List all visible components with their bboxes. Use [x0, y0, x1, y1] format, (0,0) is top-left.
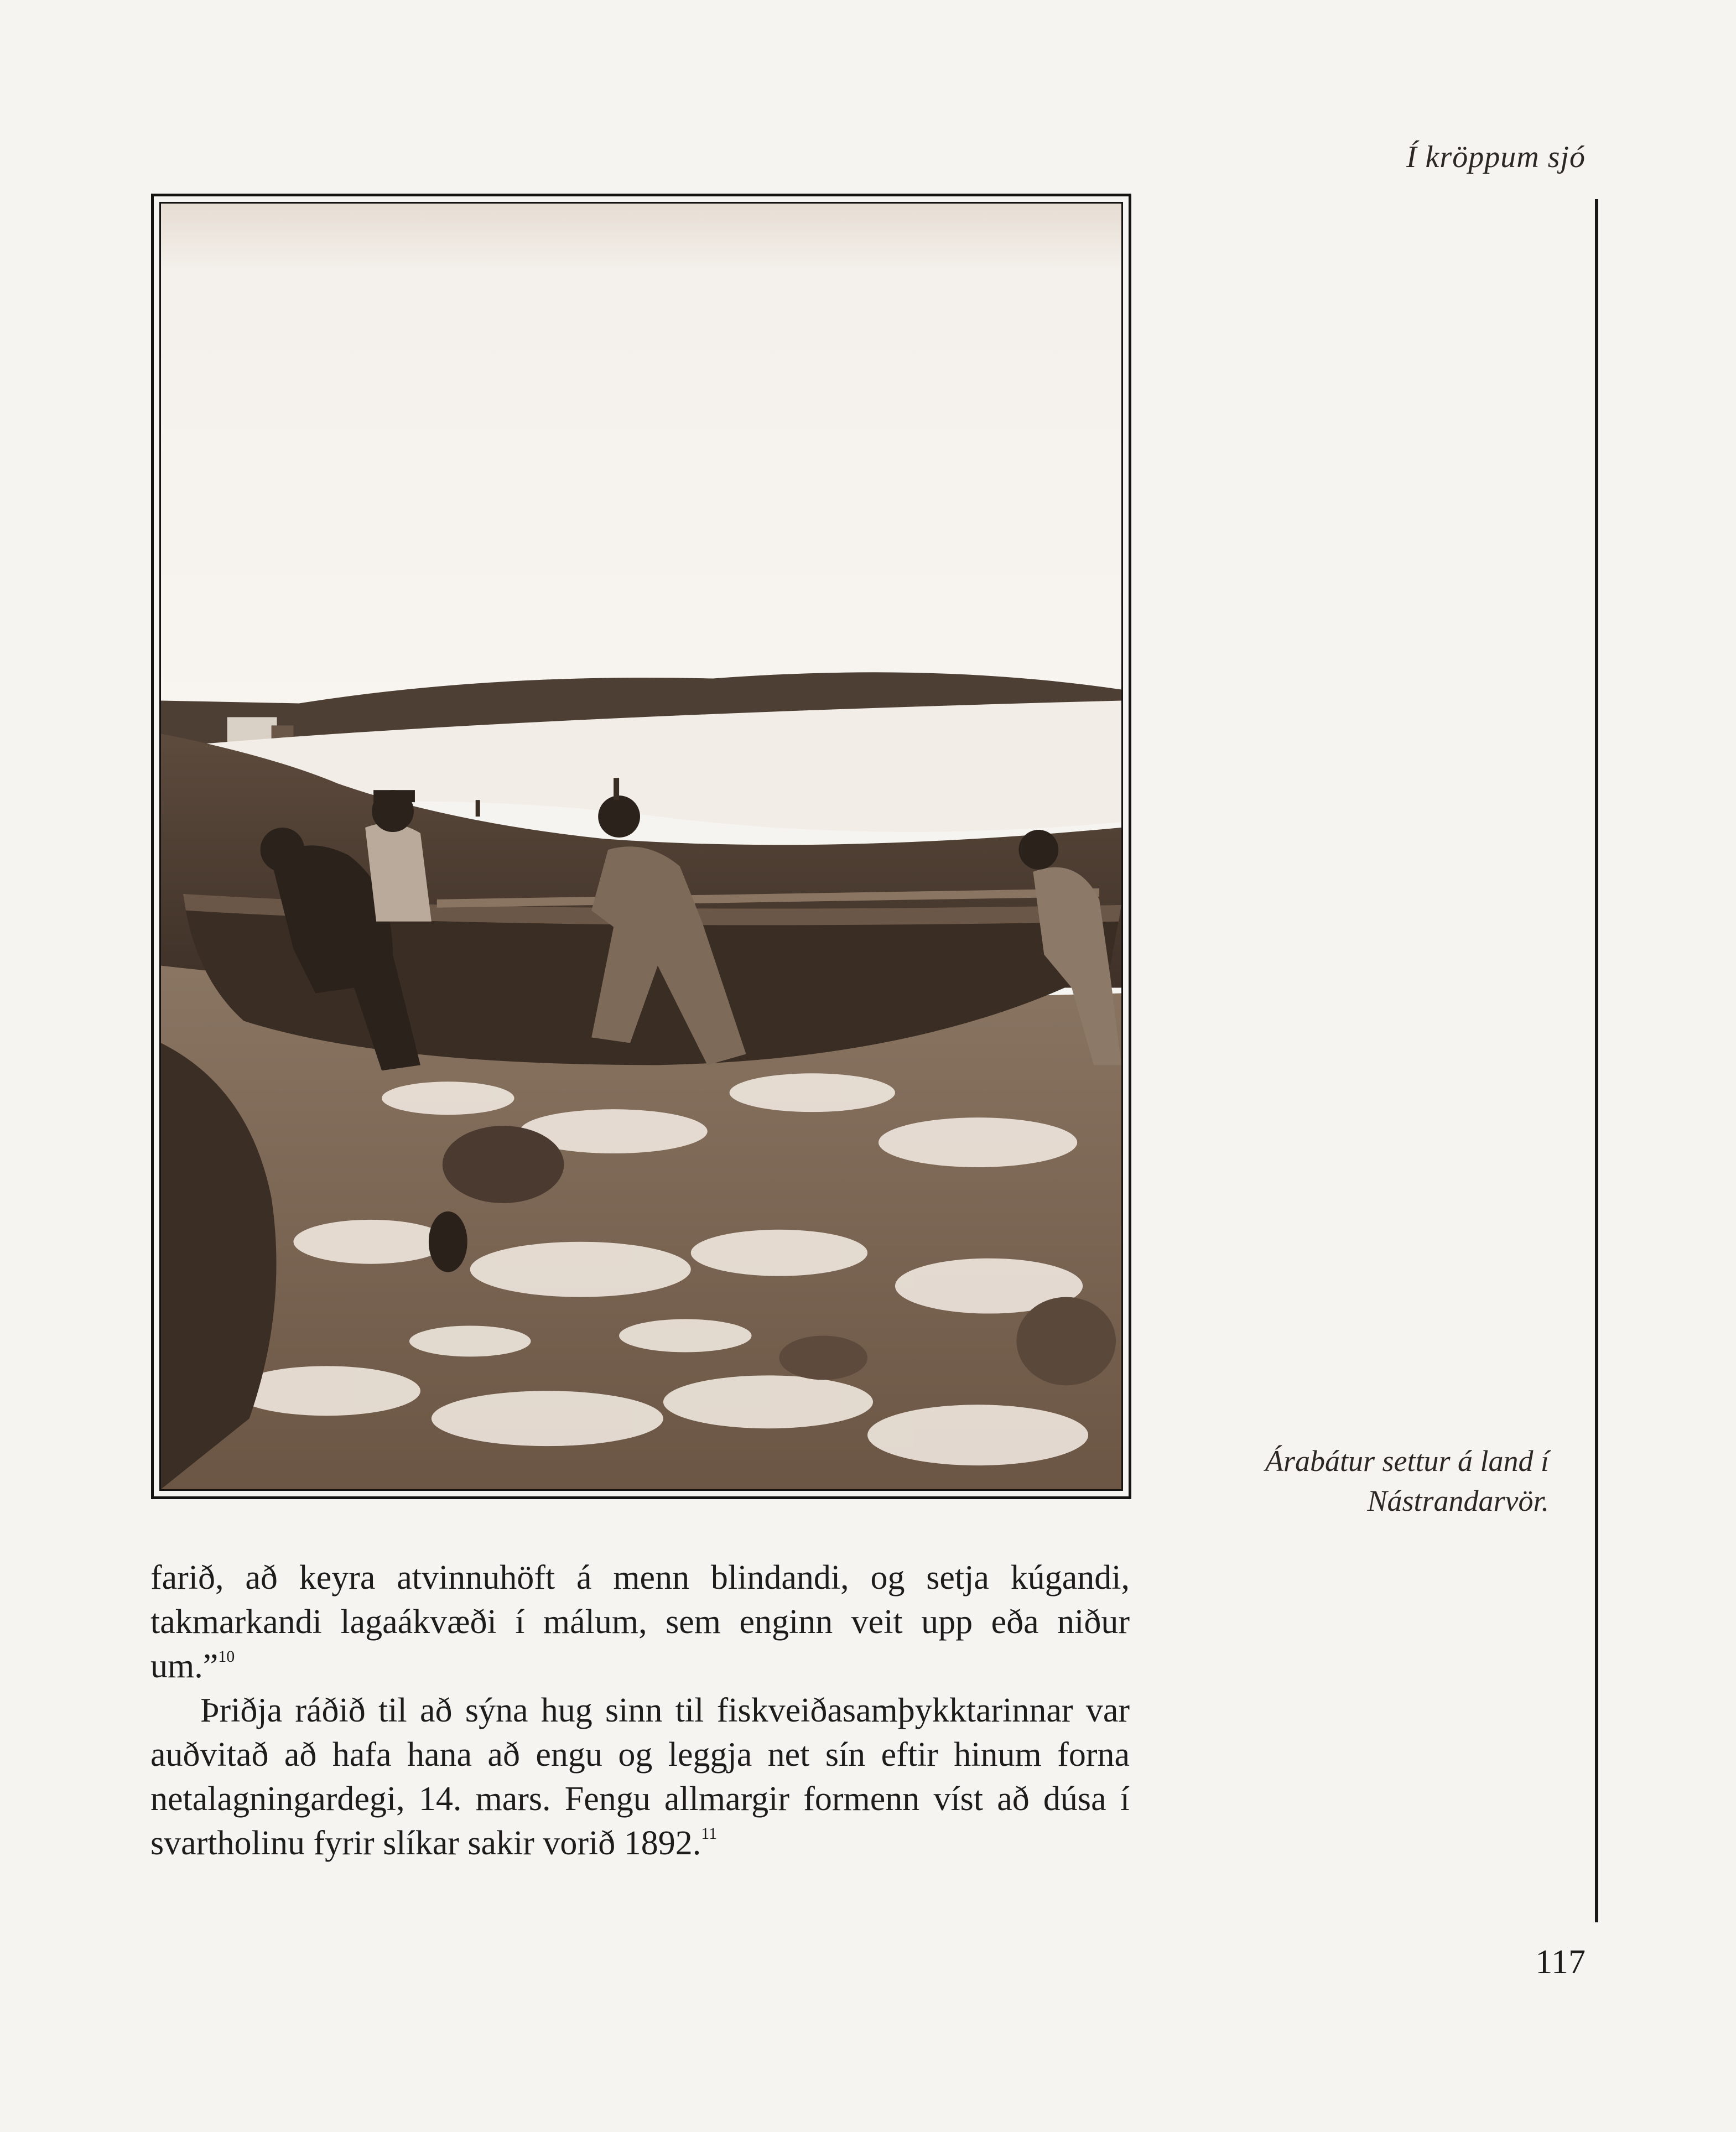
body-text — [150, 1556, 1130, 1865]
footnote-marker[interactable]: 10 — [218, 1647, 235, 1666]
caption-line: Árabátur settur á land í — [1265, 1444, 1549, 1478]
photo-caption — [1145, 1441, 1549, 1521]
photo — [159, 202, 1123, 1491]
footnote-marker[interactable]: 11 — [701, 1824, 718, 1843]
paragraph — [150, 1688, 1130, 1865]
caption-line: Nástrandarvör. — [1367, 1484, 1549, 1517]
boat-landing-photo — [161, 204, 1121, 1489]
running-head: Í kröppum sjó — [1406, 140, 1586, 174]
page-number: 117 — [1535, 1943, 1586, 1981]
sky — [161, 204, 1121, 756]
paragraph — [150, 1556, 1130, 1688]
paragraph-text: farið, að keyra atvinnuhöft á menn blindandi, og setja kúgandi, takmarkandi lagaákvæði í málum, sem enginn veit upp eða niður um.” — [150, 1559, 1130, 1685]
paragraph-text: Þriðja ráðið til að sýna hug sinn til fiskveiðasamþykktarinnar var auðvitað að hafa hana að engu og leggja net sín eftir hinum forna netalagningardegi, 14. mars. Fengu allmargir formenn víst að dúsa í svartholinu fyrir slíkar sakir vorið 1892. — [150, 1692, 1130, 1862]
vertical-rule — [1595, 199, 1598, 1922]
bird — [429, 1211, 467, 1272]
photo-frame — [151, 194, 1131, 1499]
